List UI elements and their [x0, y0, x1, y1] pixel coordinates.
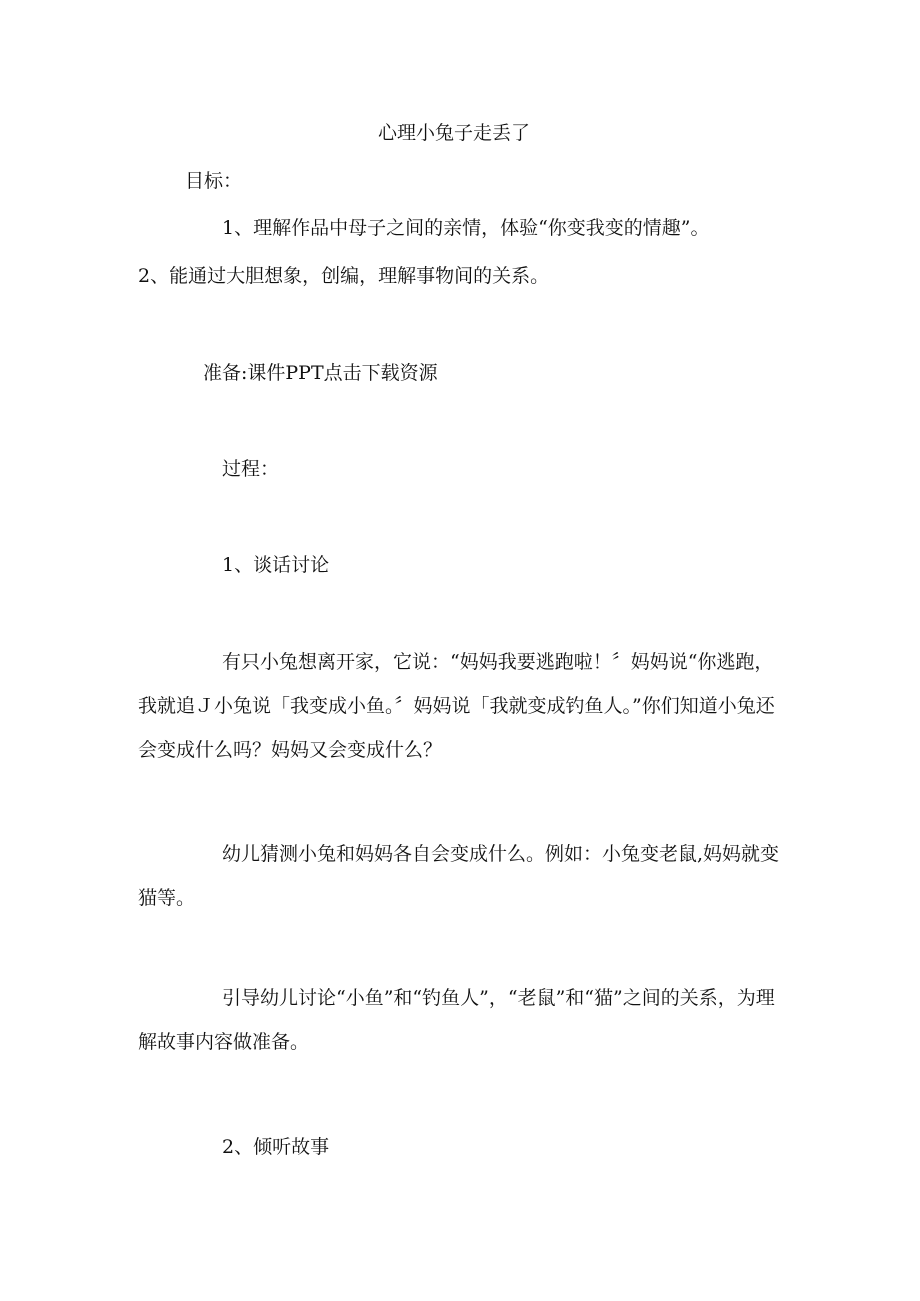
document-title: 心理小兔子走丢了	[378, 122, 531, 144]
goal-item-2: 2、能通过大胆想象，创编，理解事物间的关系。	[138, 265, 550, 287]
step-2-heading: 2、倾听故事	[222, 1136, 330, 1158]
step-1-paragraph-3: 引导幼儿讨论“小鱼”和“钓鱼人”，“老鼠”和“猫”之间的关系，为理解故事内容做准备。	[138, 987, 775, 1053]
goal-item-1: 1、理解作品中母子之间的亲情，体验“你变我变的情趣”。	[222, 217, 710, 239]
step-1-heading: 1、谈话讨论	[222, 554, 330, 576]
step-1-paragraph-2: 幼儿猜测小兔和妈妈各自会变成什么。例如：小兔变老鼠,妈妈就变猫等。	[138, 843, 780, 909]
preparation-line: 准备:课件PPT点击下载资源	[203, 362, 438, 384]
process-label: 过程：	[222, 458, 280, 480]
goals-label: 目标：	[185, 170, 243, 192]
step-1-paragraph-1: 有只小兔想离开家，它说：“妈妈我要逃跑啦！〞妈妈说“你逃跑，我就追Ｊ小兔说「我变成小鱼。〞妈妈说「我就变成钓鱼人。”你们知道小兔还会变成什么吗？妈妈又会变成什么？	[138, 651, 775, 761]
